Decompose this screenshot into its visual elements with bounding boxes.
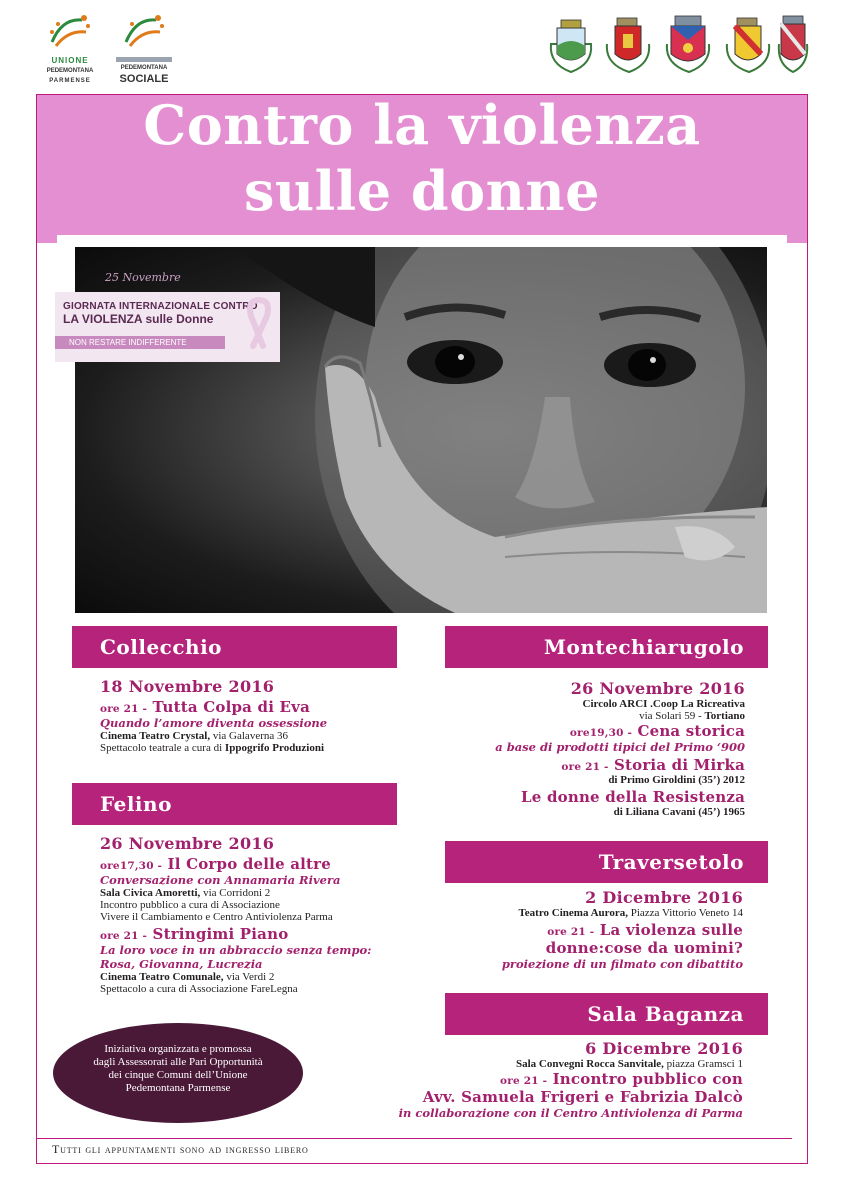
felino-address-1: via Corridoni 2 [200,887,271,899]
title-band-right-tab [787,235,807,243]
collecchio-note [100,742,410,754]
sociale-caption-1: PEDEMONTANA [120,65,168,71]
unione-caption-1: UNIONE [51,56,89,65]
footer-divider [37,1138,792,1139]
promoter-line-3: dei cinque Comuni dell’Unione [108,1069,248,1081]
montechiarugolo-event-2-title: Storia di Mirka [613,756,745,774]
collecchio-note-prefix: Spettacolo teatrale a cura di [100,742,225,754]
sociale-caption-2: SOCIALE [119,73,169,85]
sala-baganza-date: 6 Dicembre 2016 [585,1039,743,1058]
collecchio-date: 18 Novembre 2016 [100,677,275,696]
felino-date: 26 Novembre 2016 [100,834,275,853]
promoter-line-1: Iniziativa organizzata e promossa [104,1043,252,1055]
montechiarugolo-event-2 [430,756,745,774]
promoter-line-4: Pedemontana Parmense [125,1082,231,1094]
sala-baganza-event-title-1: Incontro pubblico con [552,1070,743,1088]
collecchio-venue-line [100,730,410,742]
sala-baganza-event [330,1070,743,1088]
traversetolo-event-title-1: La violenza sulle [599,921,743,939]
unione-caption-2: PEDEMONTANA [46,68,94,74]
montechiarugolo-header: Montechiarugolo [445,626,768,668]
traversetolo-venue: Teatro Cinema Aurora, [518,907,628,919]
unione-logo [40,12,100,86]
logo-divider [116,57,172,62]
collecchio-header: Collecchio [72,626,397,668]
giornata-badge [55,292,280,362]
felino-event-1 [100,855,430,873]
sala-baganza-venue: Sala Convegni Rocca Sanvitale, [515,1058,664,1070]
felino-venue-line-2 [100,971,430,983]
crest-5-icon [779,16,807,72]
traversetolo-event-title-2: donne:cose da uomini? [545,939,743,957]
sala-baganza-time: ore 21 - [500,1075,548,1087]
felino-venue-1: Sala Civica Amoretti, [100,887,201,899]
montechiarugolo-event-3: Le donne della Resistenza [521,788,745,806]
crest-2-icon [607,18,649,72]
felino-block [100,834,430,995]
unione-logo-icon [46,12,94,52]
crest-4-icon [727,18,769,72]
collecchio-block [100,677,410,754]
collecchio-address: via Galaverna 36 [210,730,288,742]
felino-note-2: Spettacolo a cura di Associazione FareLegna [100,983,298,995]
sala-baganza-block [330,1039,743,1120]
traversetolo-header: Traversetolo [445,841,768,883]
felino-note-1b: Vivere il Cambiamento e Centro Antiviolenza Parma [100,911,333,923]
pedemontana-sociale-logo [112,12,176,85]
felino-subtitle-1: Conversazione con Annamaria Rivera [100,873,341,887]
badge-line-2: LA VIOLENZA sulle Donne [63,312,214,326]
felino-venue-line-1 [100,887,430,899]
promoter-oval [53,1023,303,1123]
montechiarugolo-venue: Circolo ARCI .Coop La Ricreativa [582,698,745,710]
unione-caption-3: PARMENSE [49,78,91,84]
montechiarugolo-block [430,679,745,818]
felino-event-2 [100,925,430,943]
traversetolo-subtitle: proiezione di un filmato con dibattito [501,957,743,971]
pedemontana-sociale-logo-icon [120,12,168,52]
felino-time-2: ore 21 - [100,930,148,942]
collecchio-time: ore 21 - [100,703,148,715]
page-title [37,92,807,224]
felino-subtitle-2b: Rosa, Giovanna, Lucrezia [100,957,263,971]
montechiarugolo-time-1: ore19,30 - [569,727,632,739]
montechiarugolo-address: via Solari 59 - [639,710,705,722]
crest-row [545,14,810,80]
badge-line-1: GIORNATA INTERNAZIONALE CONTRO [63,301,258,312]
sala-baganza-venue-line [330,1058,743,1070]
footer-note: Tutti gli appuntamenti sono ad ingresso libero [52,1142,309,1156]
montechiarugolo-date: 26 Novembre 2016 [570,679,745,698]
felino-note-1a: Incontro pubblico a cura di Associazione [100,899,280,911]
montechiarugolo-event-1 [430,722,745,740]
felino-event-2-title: Stringimi Piano [152,925,289,943]
traversetolo-date: 2 Dicembre 2016 [585,888,743,907]
title-line-1: Contro la violenza [143,93,701,157]
ribbon-icon [243,296,275,358]
collecchio-subtitle: Quando l’amore diventa ossessione [100,716,328,730]
montechiarugolo-event-1-title: Cena storica [637,722,745,740]
badge-line-3: NON RESTARE INDIFFERENTE [55,336,225,349]
traversetolo-block [425,888,743,971]
title-line-2: sulle donne [244,159,600,223]
montechiarugolo-time-2: ore 21 - [561,761,609,773]
crest-3-icon [667,16,709,72]
collecchio-note-org: Ippogrifo Produzioni [224,742,325,754]
felino-venue-2: Cinema Teatro Comunale, [100,971,224,983]
collecchio-venue: Cinema Teatro Crystal, [100,730,211,742]
felino-address-2: via Verdi 2 [223,971,275,983]
collecchio-event-title: Tutta Colpa di Eva [152,698,310,716]
felino-subtitle-2a: La loro voce in un abbraccio senza tempo: [100,943,372,957]
sala-baganza-event-title-2: Avv. Samuela Frigeri e Fabrizia Dalcò [422,1088,743,1106]
traversetolo-time: ore 21 - [547,926,595,938]
montechiarugolo-address-line [430,710,745,722]
montechiarugolo-place: Tortiano [704,710,745,722]
sala-baganza-address: piazza Gramsci 1 [663,1058,743,1070]
traversetolo-address: Piazza Vittorio Veneto 14 [627,907,743,919]
collecchio-event [100,698,410,716]
montechiarugolo-credit-3: di Liliana Cavani (45’) 1965 [613,806,745,818]
sala-baganza-header: Sala Baganza [445,993,768,1035]
felino-event-1-title: Il Corpo delle altre [167,855,332,873]
montechiarugolo-subtitle-1: a base di prodotti tipici del Primo ‘900 [495,740,745,754]
traversetolo-venue-line [425,907,743,919]
promoter-line-2: dagli Assessorati alle Pari Opportunità [93,1056,263,1068]
felino-time-1: ore17,30 - [100,860,163,872]
traversetolo-event [425,921,743,939]
felino-header: Felino [72,783,397,825]
sala-baganza-subtitle: in collaborazione con il Centro Antiviolenza di Parma [398,1106,743,1120]
title-band-left-tab [37,235,57,243]
crest-1-icon [551,20,591,72]
montechiarugolo-credit-2: di Primo Giroldini (35’) 2012 [608,774,745,786]
date-tag: 25 Novembre [105,271,181,284]
